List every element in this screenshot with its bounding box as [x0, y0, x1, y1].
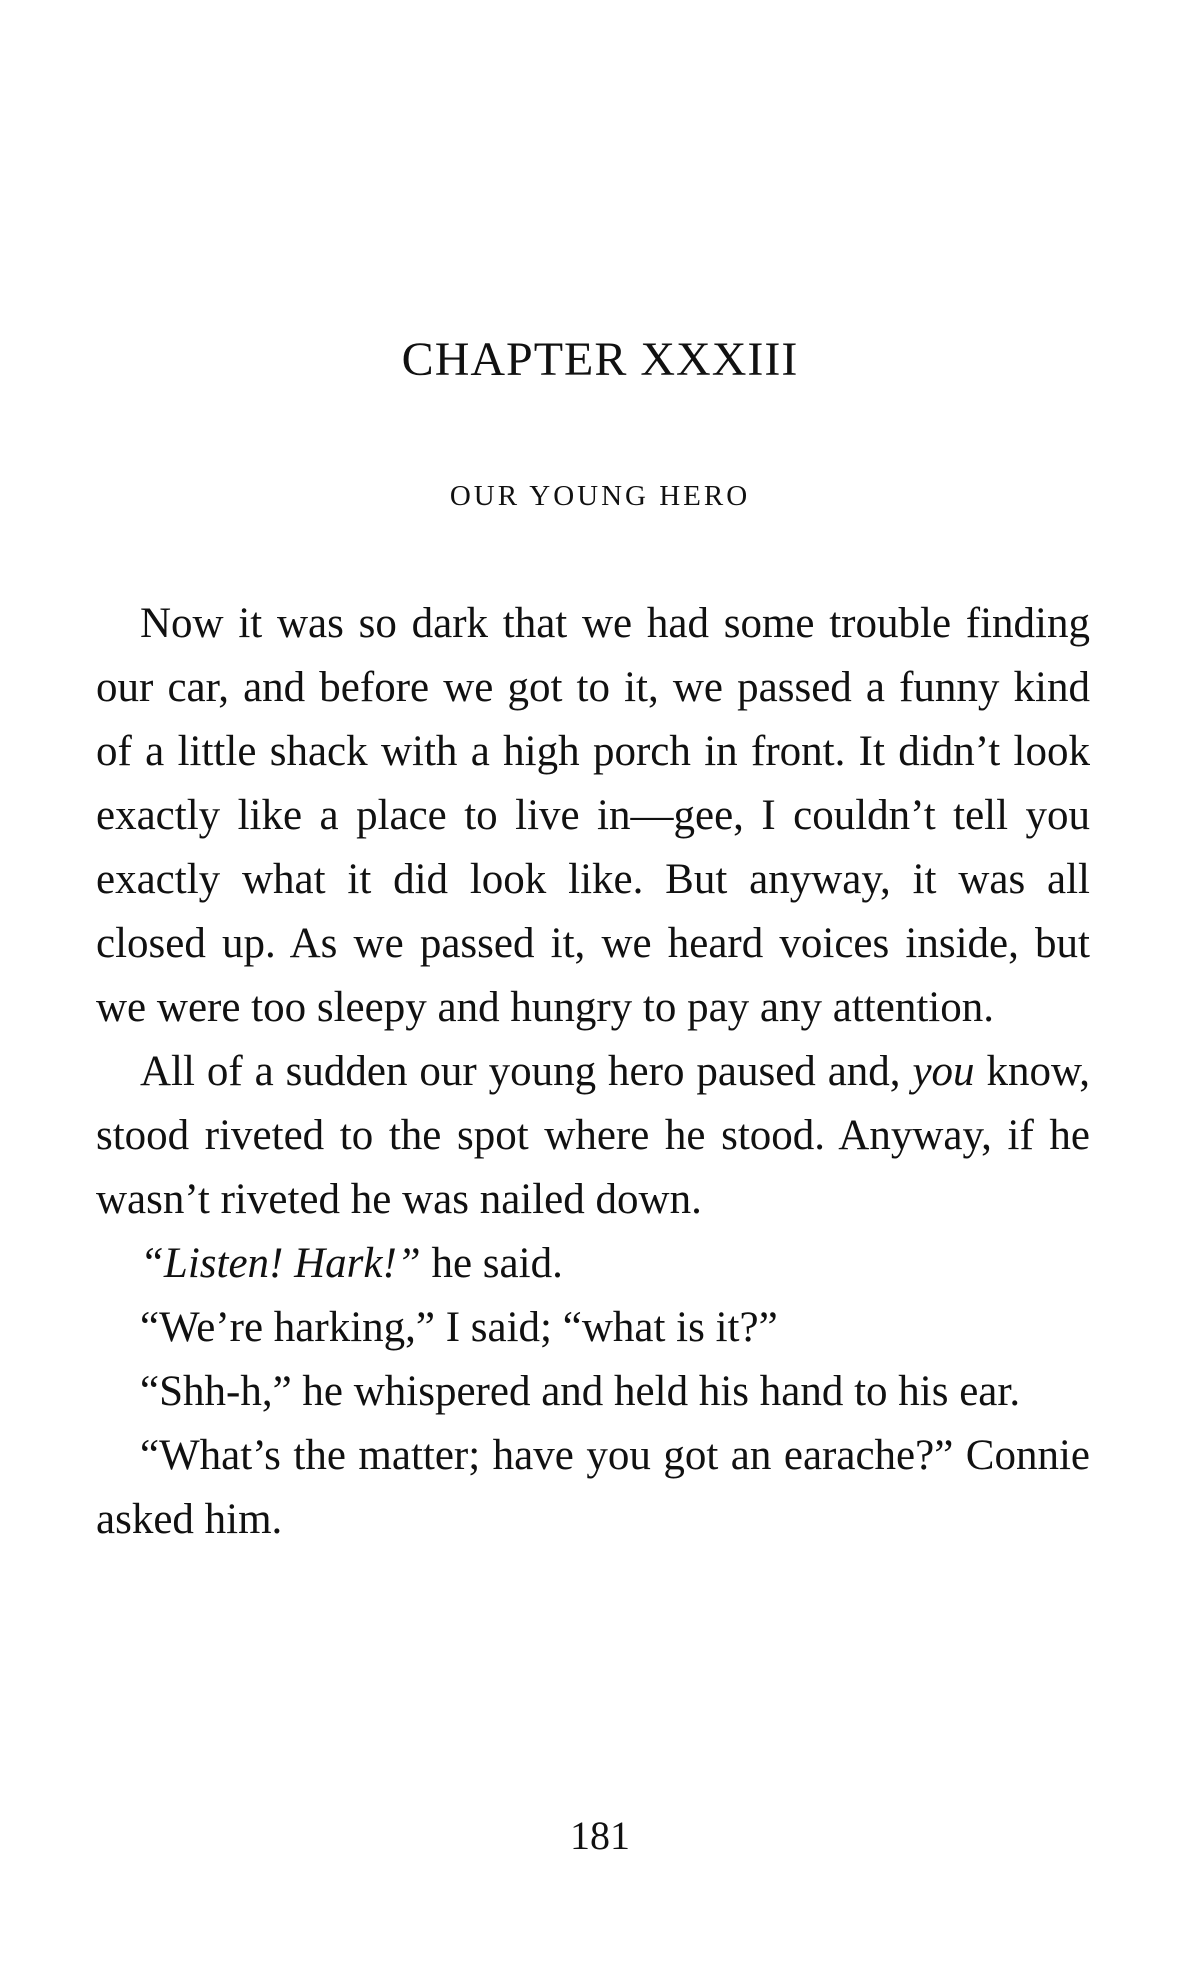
paragraph [96, 1040, 1090, 1232]
paragraph: “We’re harking,” I said; “what is it?” [140, 1304, 778, 1351]
chapter-body [96, 592, 1090, 1552]
paragraph: “Shh-h,” he whispered and held his hand to his ear. [140, 1368, 1021, 1415]
page-number: 181 [570, 1813, 630, 1858]
paragraph-text: All of a sudden our young hero paused and, [140, 1048, 913, 1095]
chapter-subtitle: OUR YOUNG HERO [449, 480, 751, 512]
emphasized-text: “Listen! Hark!” [140, 1240, 421, 1287]
paragraph [96, 1232, 1090, 1296]
paragraph: “What’s the matter; have you got an earache?” Connie asked him. [96, 1432, 1090, 1543]
chapter-title: CHAPTER XXXIII [401, 333, 799, 386]
paragraph-text: know, stood riveted to the spot where he stood. Anyway, if he wasn’t riveted he was nailed down. [96, 1048, 1090, 1223]
paragraph: Now it was so dark that we had some trouble finding our car, and before we got to it, we passed a funny kind of a little shack with a high porch in front. It didn’t look exactly like a place to live in—gee, I couldn’t tell you exactly what it did look like. But anyway, it was all closed up. As we passed it, we heard voices inside, but we were too sleepy and hungry to pay any attention. [96, 600, 1090, 1031]
emphasized-text: you [912, 1048, 975, 1095]
paragraph-text: he said. [420, 1240, 563, 1287]
